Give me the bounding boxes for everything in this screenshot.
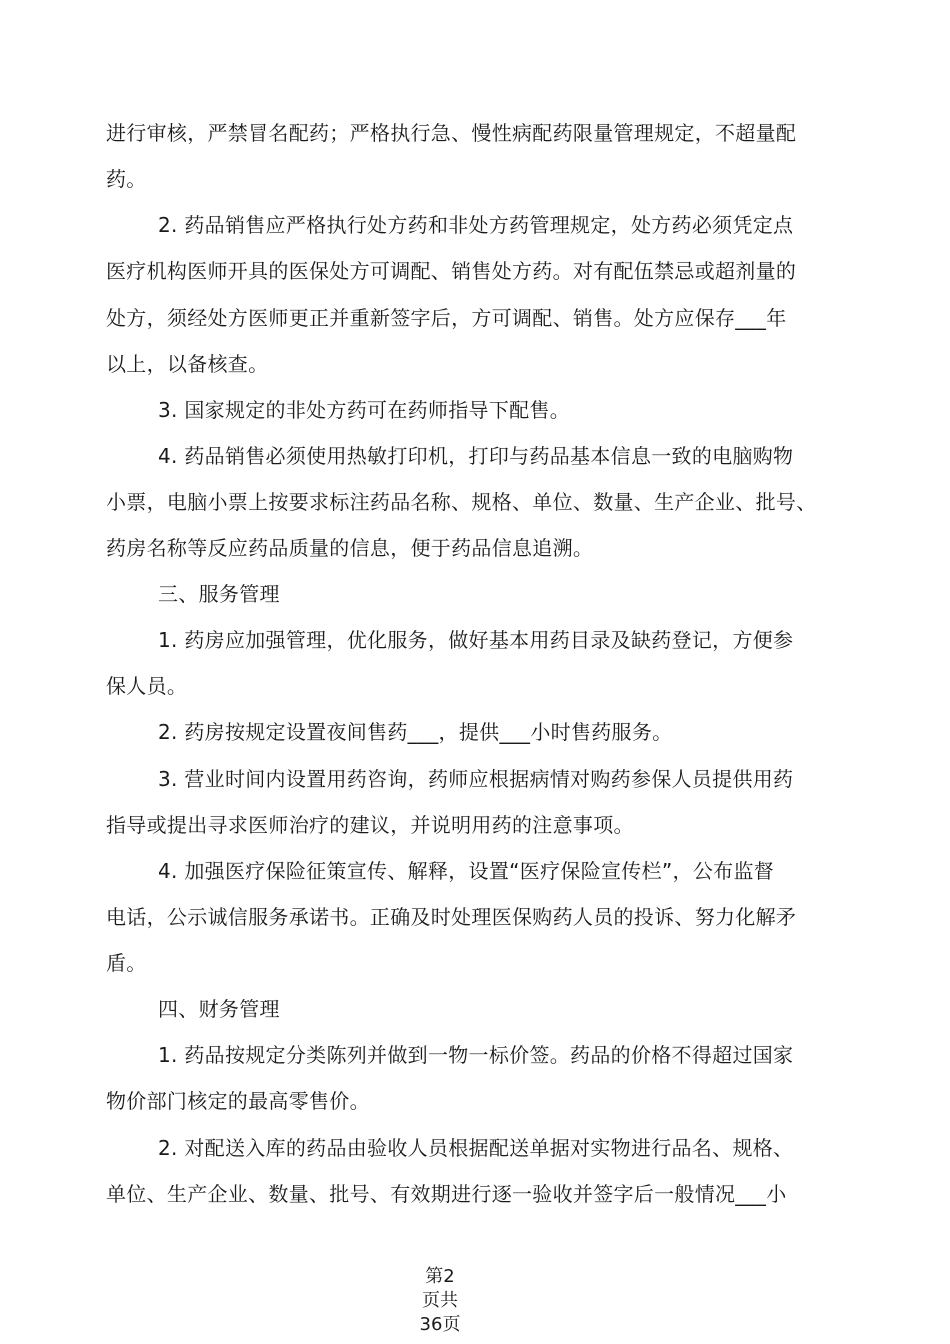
paragraph-line: 3. 国家规定的非处方药可在药师指导下配售。 xyxy=(158,398,571,422)
paragraph-line: 4. 加强医疗保险征策宣传、解释，设置“医疗保险宣传栏”，公布监督 xyxy=(158,859,775,883)
page-number-line-3: 36页 xyxy=(419,1314,461,1335)
section-heading: 四、财务管理 xyxy=(158,997,280,1021)
section-heading: 三、服务管理 xyxy=(158,582,280,606)
text-line: 盾。 xyxy=(106,951,147,975)
text-line: 药房名称等反应药品质量的信息，便于药品信息追溯。 xyxy=(106,536,594,560)
paragraph-line: 3. 营业时间内设置用药咨询，药师应根据病情对购药参保人员提供用药 xyxy=(158,767,794,791)
page-number-line-2: 页共 xyxy=(422,1290,458,1311)
text-line: 单位、生产企业、数量、批号、有效期进行逐一验收并签字后一般情况___小 xyxy=(106,1182,787,1206)
text-line: 医疗机构医师开具的医保处方可调配、销售处方药。对有配伍禁忌或超剂量的 xyxy=(106,259,797,283)
paragraph-line: 4. 药品销售必须使用热敏打印机，打印与药品基本信息一致的电脑购物 xyxy=(158,444,794,468)
text-line: 小票，电脑小票上按要求标注药品名称、规格、单位、数量、生产企业、批号、 xyxy=(106,490,817,514)
text-line: 电话，公示诚信服务承诺书。正确及时处理医保购药人员的投诉、努力化解矛 xyxy=(106,905,797,929)
paragraph-line: 1. 药房应加强管理，优化服务，做好基本用药目录及缺药登记，方便参 xyxy=(158,628,794,652)
text-line: 指导或提出寻求医师治疗的建议，并说明用药的注意事项。 xyxy=(106,813,634,837)
text-line: 物价部门核定的最高零售价。 xyxy=(106,1089,370,1113)
paragraph-line: 2. 对配送入库的药品由验收人员根据配送单据对实物进行品名、规格、 xyxy=(158,1136,794,1160)
text-line: 处方，须经处方医师更正并重新签字后，方可调配、销售。处方应保存___年 xyxy=(106,306,787,330)
text-line: 以上，以备核查。 xyxy=(106,352,269,376)
page-number-line-1: 第2 xyxy=(425,1266,455,1287)
text-line: 保人员。 xyxy=(106,674,188,698)
text-line: 进行审核，严禁冒名配药；严格执行急、慢性病配药限量管理规定，不超量配 xyxy=(106,121,797,145)
paragraph-line: 2. 药品销售应严格执行处方药和非处方药管理规定，处方药必须凭定点 xyxy=(158,213,794,237)
paragraph-line: 1. 药品按规定分类陈列并做到一物一标价签。药品的价格不得超过国家 xyxy=(158,1043,794,1067)
text-line: 药。 xyxy=(106,167,147,191)
paragraph-line: 2. 药房按规定设置夜间售药___，提供___小时售药服务。 xyxy=(158,720,673,744)
